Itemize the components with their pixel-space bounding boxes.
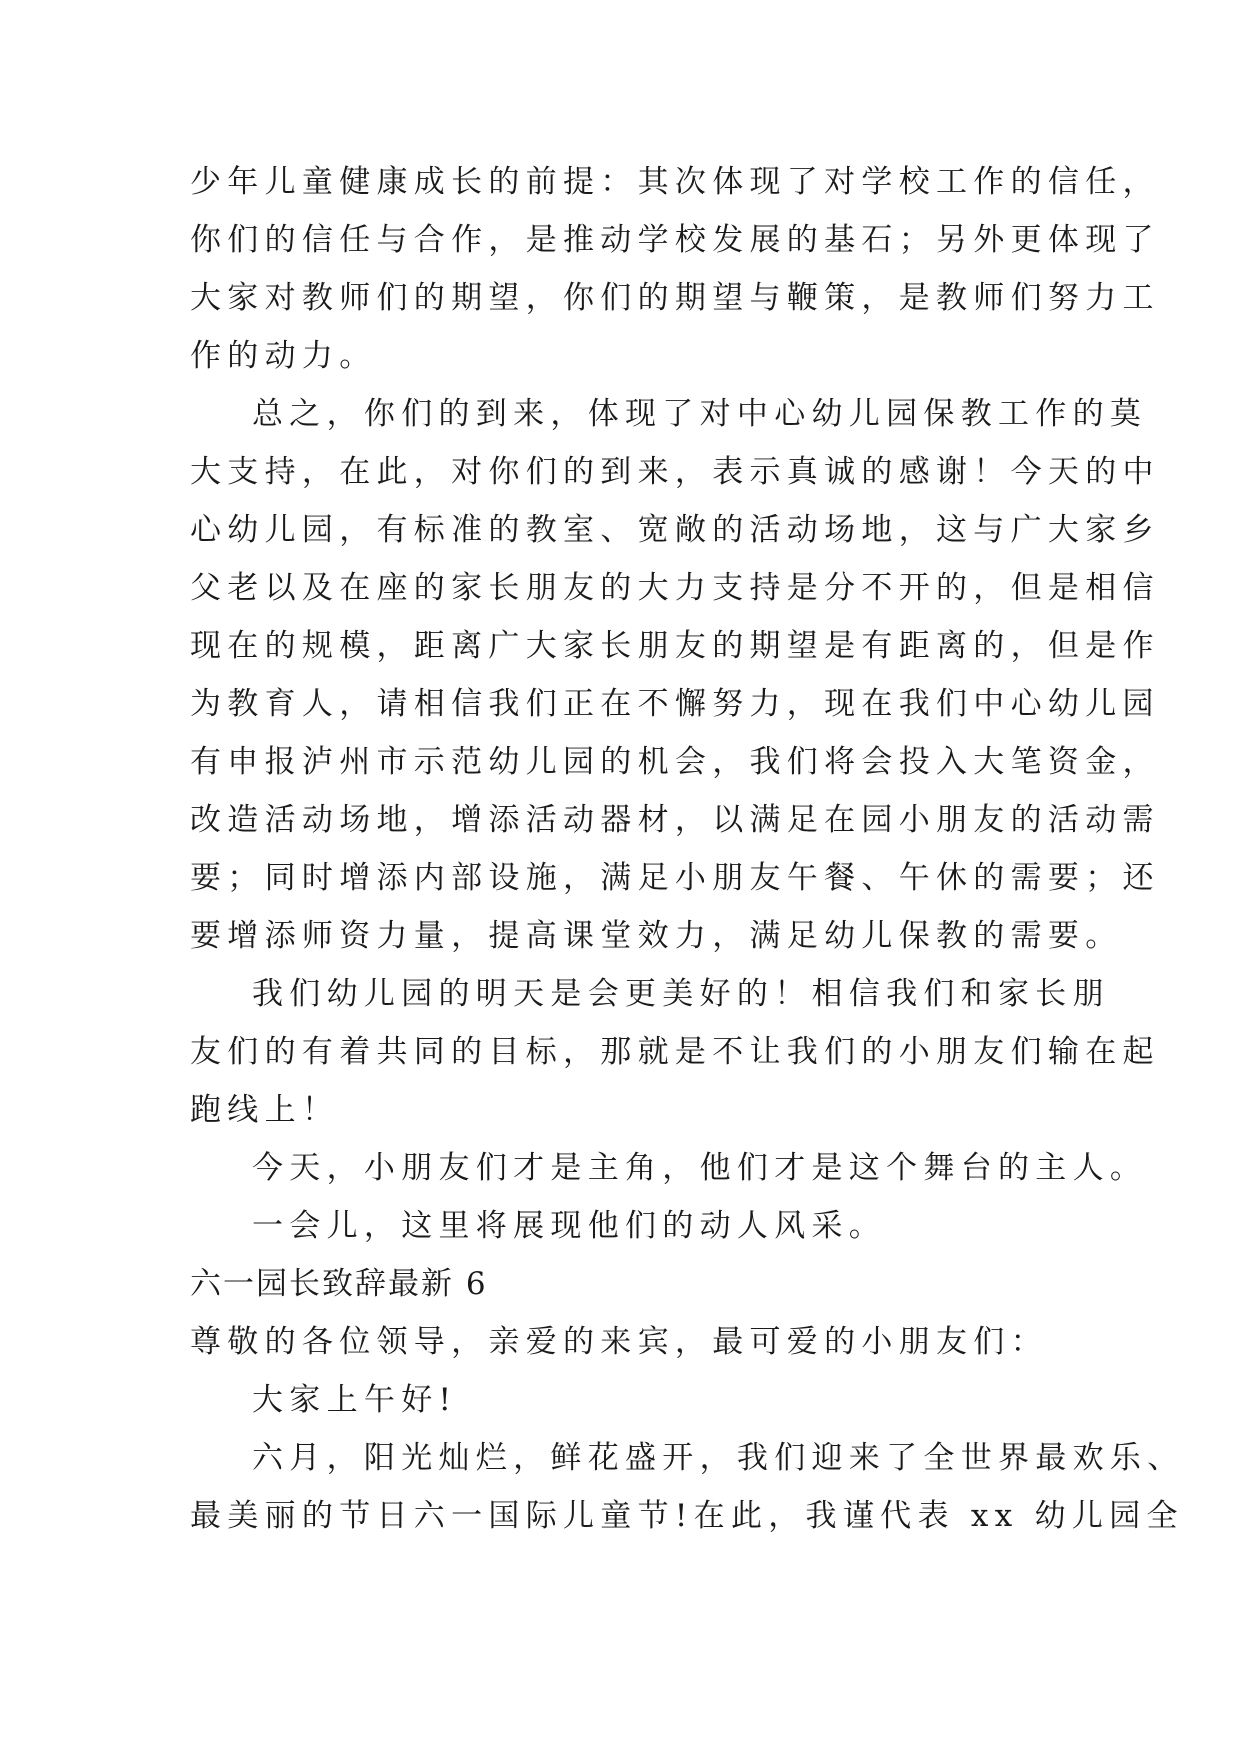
paragraph-line: 改造活动场地，增添活动器材，以满足在园小朋友的活动需 [190,802,1160,838]
section-heading: 六一园长致辞最新 6 [190,1266,488,1302]
paragraph-line: 为教育人，请相信我们正在不懈努力，现在我们中心幼儿园 [190,686,1160,722]
paragraph-line: 要；同时增添内部设施，满足小朋友午餐、午休的需要；还 [190,860,1160,896]
paragraph-line: 六月，阳光灿烂，鲜花盛开，我们迎来了全世界最欢乐、 [252,1440,1185,1476]
salutation-line: 尊敬的各位领导，亲爱的来宾，最可爱的小朋友们： [190,1324,1048,1360]
paragraph-line: 今天，小朋友们才是主角，他们才是这个舞台的主人。 [252,1150,1148,1186]
paragraph-line: 我们幼儿园的明天是会更美好的！相信我们和家长朋 [252,976,1110,1012]
paragraph-line: 心幼儿园，有标准的教室、宽敞的活动场地，这与广大家乡 [190,512,1160,548]
paragraph-line: 有申报泸州市示范幼儿园的机会，我们将会投入大笔资金， [190,744,1160,780]
paragraph-line: 父老以及在座的家长朋友的大力支持是分不开的，但是相信 [190,570,1160,606]
paragraph-line: 跑线上！ [190,1092,340,1128]
paragraph-line: 最美丽的节日六一国际儿童节!在此，我谨代表 xx 幼儿园全 [190,1498,1184,1534]
paragraph-line: 少年儿童健康成长的前提：其次体现了对学校工作的信任， [190,164,1160,200]
paragraph-line: 一会儿，这里将展现他们的动人风采。 [252,1208,887,1244]
paragraph-line: 大家对教师们的期望，你们的期望与鞭策，是教师们努力工 [190,280,1160,316]
greeting-line: 大家上午好! [252,1382,458,1418]
paragraph-line: 现在的规模，距离广大家长朋友的期望是有距离的，但是作 [190,628,1160,664]
paragraph-line: 作的动力。 [190,338,377,374]
paragraph-line: 你们的信任与合作，是推动学校发展的基石；另外更体现了 [190,222,1160,258]
paragraph-line: 友们的有着共同的目标，那就是不让我们的小朋友们输在起 [190,1034,1160,1070]
paragraph-line: 总之，你们的到来，体现了对中心幼儿园保教工作的莫 [252,396,1148,432]
paragraph-line: 要增添师资力量，提高课堂效力，满足幼儿保教的需要。 [190,918,1123,954]
paragraph-line: 大支持，在此，对你们的到来，表示真诚的感谢！今天的中 [190,454,1160,490]
